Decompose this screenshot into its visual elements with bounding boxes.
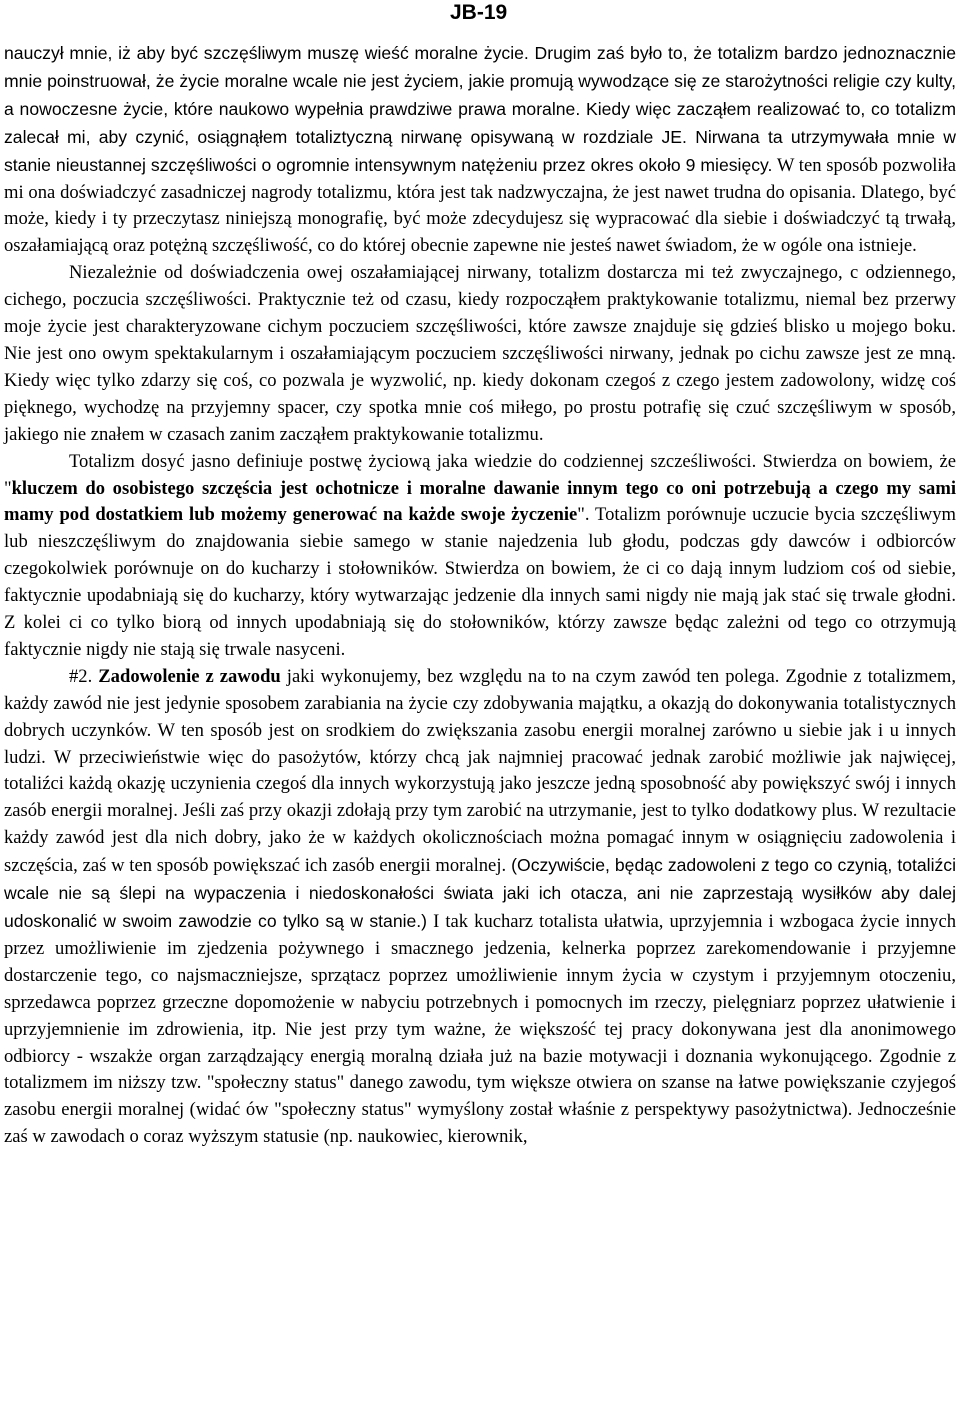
sentence: I tak kucharz totalista ułatwia, uprzyjemnia i wzbogaca życie innych przez umożliwienie im zjedzenia pożywnego i smacznego jedzenia, kelnerka poprzez zarekomendowanie i przyjemne dostarczenie tego, co najsmaczniejsze, sprzątacz poprzez umożliwienie innym życia w czystym i przyjemnym otoczeniu, sprzedawca poprzez grzeczne dopomożenie w nabyciu potrzebnych i pomocnych im rzeczy, pielęgniarz poprzez ułatwienie i uprzyjemnienie im zdrowienia, itp. — [4, 911, 956, 1040]
sentence: kiedy dokonam czegoś z czego jestem zadowolony, widzę coś pięknego, wychodzę na przyjemny spacer, czy spotka mnie coś miłego, po prostu potrafię się czuć szczęśliwym w sposób, jakiego nie znałem w czasach zanim zacząłem praktykowanie totalizmu. — [4, 369, 956, 445]
sentence: Nirwana ta utrzymywała mnie w stanie nieustannej szczęśliwości o ogromnie intensywnym natężeniu przez okres około 9 miesięcy. — [4, 126, 956, 175]
sentence: W ten sposób pozwoliła mi ona doświadczyć zasadniczej nagrody totalizmu, która jest tak nadzwyczajna, że jest nawet trudna do opisania. — [4, 154, 956, 203]
sentence: Nie jest przy tym ważne, że większość tej pracy dokonywana jest dla anonimowego odbiorcy - wszakże organ zarządzający energią moralną działa już na bazie motywacji i doznania wykonującego. — [4, 1018, 957, 1067]
sentence: Stwierdza on bowiem, że " — [4, 450, 956, 499]
sentence: Kiedy więc zacząłem realizować to, co totalizm zalecał mi, aby czynić, osiągnąłem totaliztyczną nirwanę opisywaną w rozdziale JE. — [4, 98, 957, 147]
sentence: Drugim zaś było to, że totalizm bardzo jednoznacznie mnie poinstruował, że życie moralne wcale nie jest życiem, jakie promują wywodzące się ze starożytności religie czy kulty, a nowoczesne życie, które naukowo wypełnia prawdziwe prawa moralne. — [4, 43, 956, 119]
sentence: ". Totalizm porównuje uczucie bycia szczęśliwym lub nieszczęśliwym do znajdowania siebie samego w stanie najedzenia lub głodu, podczas gdy dawców i odbiorców czegokolwiek porównuje on do kucharzy i stołowników. — [4, 504, 957, 580]
sentence: Stwierdza on bowiem, że ci co dają innym ludziom coś od siebie, faktycznie upodabniają się do kucharzy, który wytwarzając jedzenie dla innych sami nigdy nie mają jak stać się trwale głodni. — [4, 558, 956, 607]
paragraph-4 — [4, 664, 956, 1151]
sentence: Dlatego, być może, kiedy i ty przeczytasz niniejszą monografię, być może zdecydujesz się wypracować dla siebie i doświadczyć tą trwałą, oszałamiającą oraz potężną szczęśliwość, co do której obecnie zapewne nie jesteś nawet świadom, że w ogóle ona istnieje. — [4, 181, 956, 257]
sentence: W rezultacie każdy zawód jest dla nich dobry, jako że w każdych okolicznościach można pomagać innym w osiągnięciu zadowolenia i szczęścia, zaś w ten sposób powiększać ich zasób energii moralnej. — [4, 800, 956, 877]
sentence: (Oczywiście, będąc zadowoleni z tego co czynią, totaliźci wcale nie są ślepi na wypaczenia i niedoskonałości świata jaki ich otacza, ani nie zaprzestają wysiłków aby dalej udoskonalić w swoim zawodzie co tylko są w stanie.) — [4, 855, 956, 931]
paragraph-2 — [4, 260, 956, 448]
page-number: JB-19 — [450, 1, 508, 24]
sentence: Jeśli zaś przy okazji zdołają przy tym zarobić na utrzymanie, jest to tylko dodatkowy plus. — [177, 800, 858, 822]
paragraph-3 — [4, 449, 956, 664]
sentence: Z kolei ci co tylko biorą od innych upodabniają się do stołowników, którzy zawsze będąc zależni od tego co otrzymują faktycznie nigdy nie stają się trwale nasyceni. — [4, 612, 956, 660]
sentence: Totalizm dosyć jasno definiuje postwę życiową jaka wiedzie do codziennej szcześliwości. — [69, 450, 757, 472]
sentence: Zgodnie z totalizmem im niższy tzw. "społeczny status" danego zawodu, tym większe otwiera on szanse na łatwe powiększanie czyjegoś zasobu energii moralnej (widać ów "społeczny status" wymyślony został właśnie z perspektywy pasożytnictwa). — [4, 1045, 957, 1121]
sentence: Praktycznie też od czasu, kiedy rozpocząłem praktykowanie totalizmu, niemal bez przerwy moje życie jest charakteryzowane cichym poczuciem szczęśliwości, które zawsze znajduje się gdzieś blisko u mojego boku. — [4, 289, 956, 338]
sentence: Nie jest ono owym spektakularnym i oszałamiającym poczuciem szczęśliwości nirwany, jednak po cichu zawsze jest ze mną. — [4, 342, 956, 364]
section-title: Zadowolenie z zawodu — [98, 665, 281, 687]
page-header — [0, 0, 960, 30]
sentence: jaki wykonujemy, bez względu na to na czym zawód ten polega. Zgodnie z totalizmem, każdy zawód nie jest jedynie sposobem zarabiania na życie czy zdobywania majątku, a okazją do dokonywania totalistycznych dobrych uczynków. — [4, 665, 956, 741]
sentence: nauczył mnie, iż aby być szczęśliwym muszę wieść moralne życie. — [4, 43, 529, 63]
paragraph-1 — [4, 40, 956, 260]
bold-quote: kluczem do osobistego szczęścia jest ochotnicze i moralne dawanie innym tego co oni potrzebują a czego my sami mamy pod dostatkiem lub możemy generować na każde swoje życzenie — [4, 477, 956, 526]
section-number: #2. — [69, 665, 93, 687]
sentence: Kiedy więc tylko zdarzy się coś, co pozwala je wyzwolić, np. — [4, 369, 477, 391]
document-body — [4, 40, 956, 1151]
sentence: W przeciwieństwie więc do pasożytów, którzy chcą jak najmniej pracować jednak zarobić możliwie jak najwięcej, totaliźci każdą okazję uczynienia czegoś dla innych wykorzystują jako jeszcze jedną sposobność aby powiększyć swój i innych zasób energii moralnej. — [4, 746, 956, 822]
sentence: Jednocześnie zaś w zawodach o coraz wyższym statusie (np. naukowiec, kierownik, — [4, 1099, 956, 1148]
sentence: W ten sposób jest on srodkiem do zwiększania zasobu energii moralnej zarówno u siebie jak i u innych ludzi. — [4, 719, 957, 768]
sentence: Niezależnie od doświadczenia owej oszałamiającej nirwany, totalizm dostarcza mi też zwyczajnego, c odziennego, cichego, poczucia szczęśliwości. — [4, 262, 956, 311]
